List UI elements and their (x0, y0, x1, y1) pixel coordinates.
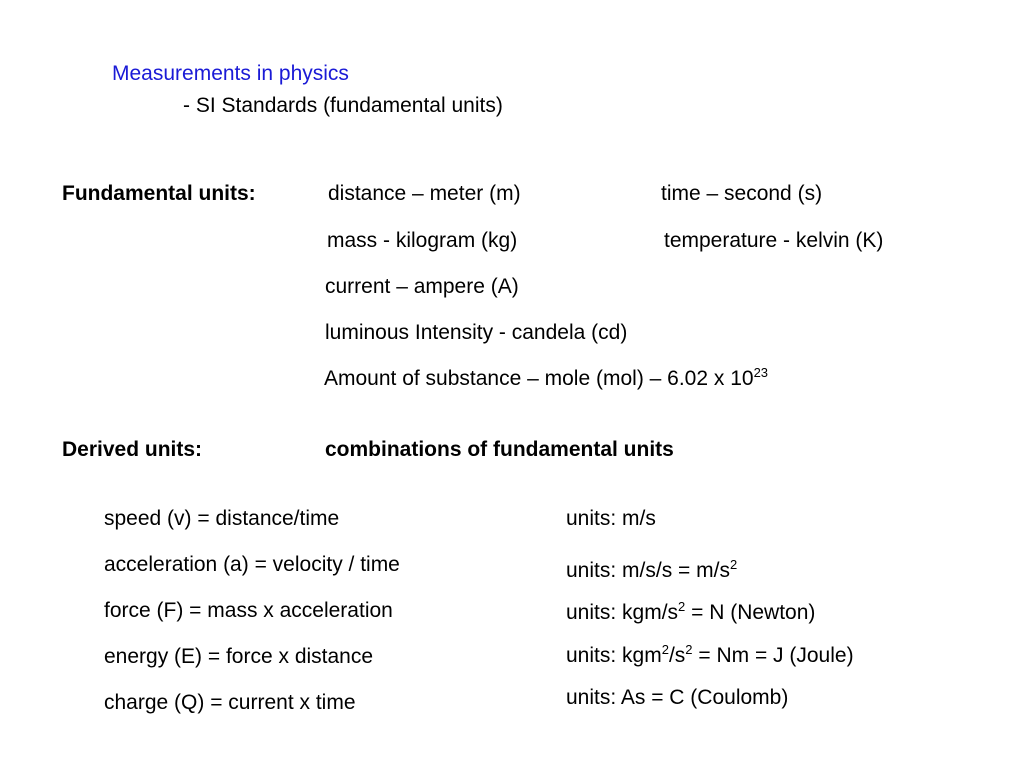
unit-time: time – second (s) (661, 182, 823, 205)
unit-amount-of-substance (324, 365, 769, 390)
unit-mass: mass - kilogram (kg) (327, 229, 518, 252)
amount-exponent: 23 (753, 365, 769, 380)
derived-units-description: combinations of fundamental units (325, 438, 674, 461)
units-charge: units: As = C (Coulomb) (566, 686, 789, 709)
units-speed: units: m/s (566, 507, 656, 530)
formula-charge: charge (Q) = current x time (104, 691, 356, 714)
units-acceleration (566, 557, 738, 582)
units-force-exponent: 2 (678, 599, 686, 614)
unit-current: current – ampere (A) (325, 275, 519, 298)
units-energy-b: = Nm = J (Joule) (692, 644, 854, 667)
units-energy (566, 642, 854, 667)
units-acceleration-a: units: m/s/s (566, 559, 673, 582)
units-force-a: units: kgm/s (566, 601, 679, 624)
unit-distance: distance – meter (m) (328, 182, 521, 205)
units-energy-exponent-1: 2 (661, 642, 669, 657)
formula-energy: energy (E) = force x distance (104, 645, 374, 668)
page-subtitle: - SI Standards (fundamental units) (183, 94, 503, 117)
unit-temperature: temperature - kelvin (K) (664, 229, 884, 252)
derived-units-label: Derived units: (62, 438, 203, 461)
unit-luminous-intensity: luminous Intensity - candela (cd) (325, 321, 628, 344)
units-energy-a: units: kgm (566, 644, 662, 667)
units-energy-mid: /s (668, 644, 686, 667)
units-force (566, 599, 816, 624)
units-acceleration-b: = m/s (672, 559, 730, 582)
formula-speed: speed (v) = distance/time (104, 507, 340, 530)
units-acceleration-exponent: 2 (729, 557, 738, 572)
fundamental-units-label: Fundamental units: (62, 182, 256, 205)
units-energy-exponent-2: 2 (685, 642, 693, 657)
page-title: Measurements in physics (112, 62, 349, 85)
formula-acceleration: acceleration (a) = velocity / time (104, 553, 400, 576)
amount-text: Amount of substance – mole (mol) – 6.02 x 10 (324, 367, 754, 390)
units-force-b: = N (Newton) (685, 601, 816, 624)
formula-force: force (F) = mass x acceleration (104, 599, 393, 622)
